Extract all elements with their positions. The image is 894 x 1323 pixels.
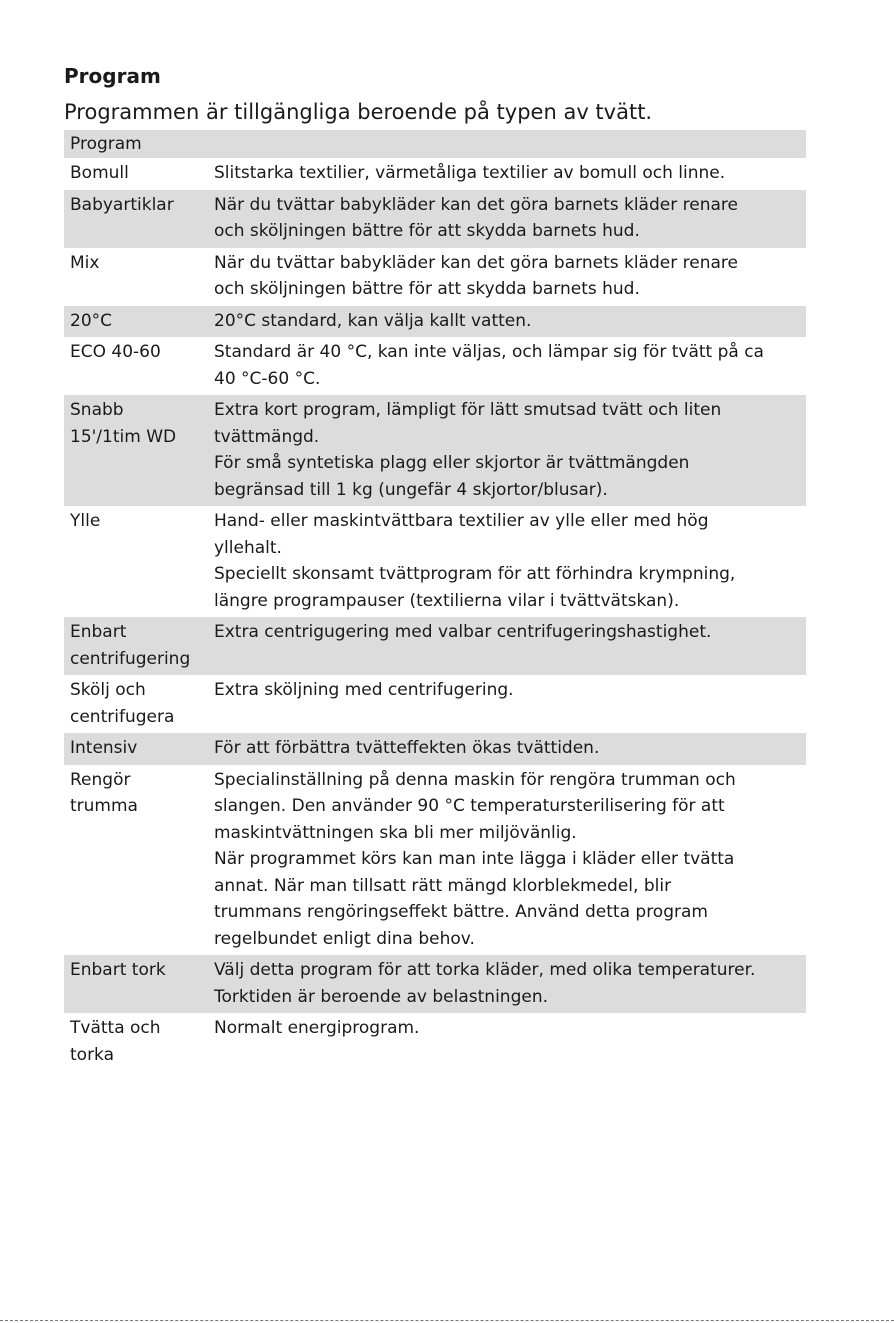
program-description: Extra kort program, lämpligt för lätt smutsad tvätt och liten tvättmängd. För små syntetiska plagg eller skjortor är tvättmängden begränsad till 1 kg (ungefär 4 skjortor/blusar). bbox=[214, 400, 722, 500]
program-name: 20°C bbox=[70, 310, 113, 331]
program-name: Bomull bbox=[70, 163, 129, 183]
program-description: Extra centrigugering med valbar centrifugeringshastighet. bbox=[214, 622, 712, 642]
table-row bbox=[64, 506, 806, 617]
table-row bbox=[64, 395, 806, 506]
table-row bbox=[64, 306, 806, 338]
program-name: Enbart centrifugering bbox=[70, 622, 191, 669]
table-row bbox=[64, 248, 806, 306]
document-page bbox=[64, 60, 806, 1071]
program-description: Normalt energiprogram. bbox=[214, 1018, 420, 1038]
program-description: När du tvättar babykläder kan det göra barnets kläder renare och sköljningen bättre för att skydda barnets hud. bbox=[214, 252, 738, 299]
program-name: Mix bbox=[70, 252, 100, 273]
table-row bbox=[64, 190, 806, 248]
program-name: Enbart tork bbox=[70, 960, 166, 980]
program-description: Standard är 40 °C, kan inte väljas, och lämpar sig för tvätt på ca 40 °C-60 °C. bbox=[214, 342, 764, 389]
program-description: Välj detta program för att torka kläder, med olika temperaturer. Torktiden är beroende av belastningen. bbox=[214, 960, 756, 1007]
intro-text: Programmen är tillgängliga beroende på typen av tvätt. bbox=[64, 100, 653, 124]
table-row bbox=[64, 733, 806, 765]
table-row bbox=[64, 158, 806, 190]
program-name: Babyartiklar bbox=[70, 194, 174, 215]
program-name: Ylle bbox=[70, 511, 101, 531]
program-description: När du tvättar babykläder kan det göra barnets kläder renare och sköljningen bättre för att skydda barnets hud. bbox=[214, 194, 738, 241]
page-bottom-rule bbox=[0, 1320, 894, 1321]
program-description: Extra sköljning med centrifugering. bbox=[214, 680, 514, 700]
program-name: Skölj och centrifugera bbox=[70, 680, 175, 727]
table-row bbox=[64, 337, 806, 395]
program-name: Rengör trumma bbox=[70, 769, 138, 816]
table-row bbox=[64, 675, 806, 733]
table-row bbox=[64, 765, 806, 956]
table-row bbox=[64, 617, 806, 675]
section-heading: Program bbox=[64, 64, 161, 88]
table-row bbox=[64, 1013, 806, 1071]
program-name: Snabb 15'/1tim WD bbox=[70, 400, 177, 447]
table-row bbox=[64, 955, 806, 1013]
program-name: ECO 40-60 bbox=[70, 342, 161, 362]
program-description: Specialinställning på denna maskin för rengöra trumman och slangen. Den använder 90 °C temperatursterilisering för att maskintvättningen ska bli mer miljövänlig. När programmet körs kan man inte lägga i kläder eller tvätta annat. När man tillsatt rätt mängd klorblekmedel, blir trummans rengöringseffekt bättre. Använd detta program regelbundet enligt dina behov. bbox=[214, 769, 736, 949]
program-description: För att förbättra tvätteffekten ökas tvättiden. bbox=[214, 738, 600, 758]
program-description: Slitstarka textilier, värmetåliga textilier av bomull och linne. bbox=[214, 163, 726, 183]
program-name: Intensiv bbox=[70, 738, 138, 758]
table-header: Program bbox=[64, 130, 806, 158]
program-table bbox=[64, 130, 806, 1071]
program-description: 20°C standard, kan välja kallt vatten. bbox=[214, 310, 532, 331]
program-description: Hand- eller maskintvättbara textilier av ylle eller med hög yllehalt. Speciellt skonsamt tvättprogram för att förhindra krympning, längre programpauser (textilierna vilar i tvättvätskan). bbox=[214, 511, 736, 611]
program-name: Tvätta och torka bbox=[70, 1018, 161, 1065]
